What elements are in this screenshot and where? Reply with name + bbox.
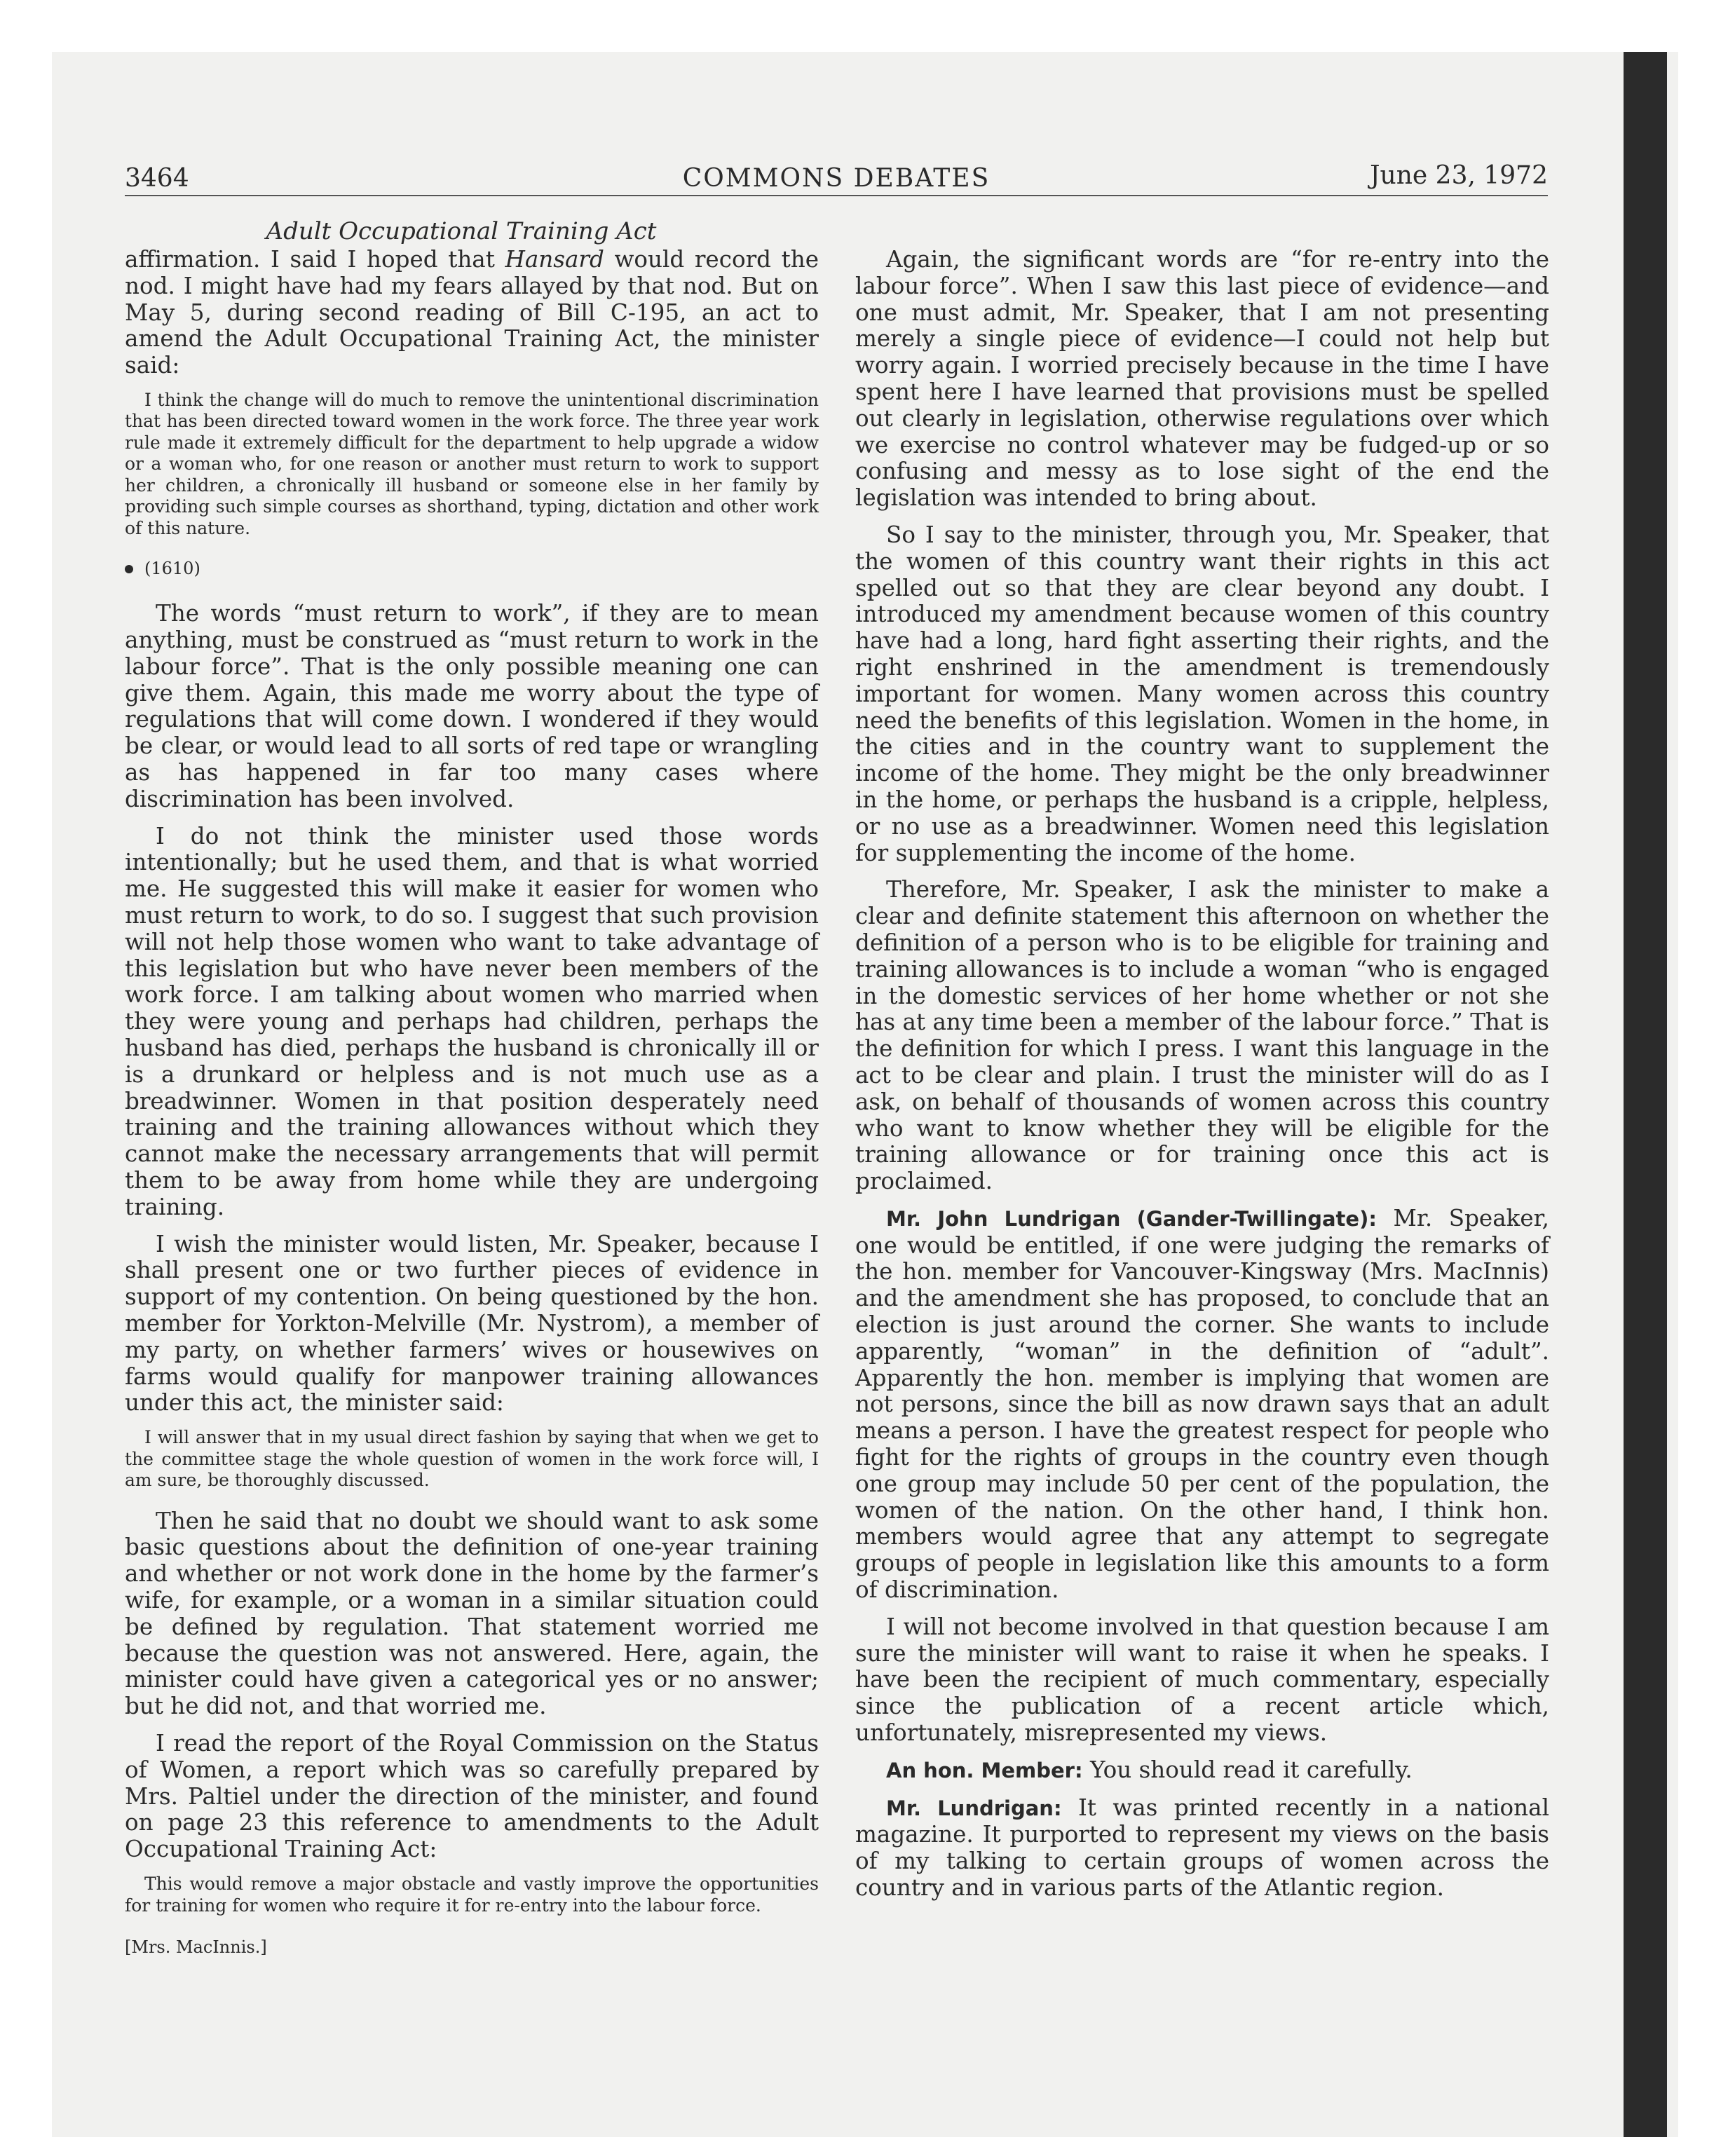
right-paragraph-6: An hon. Member: You should read it carefully. bbox=[886, 1756, 1413, 1783]
left-paragraph-6: I read the report of the Royal Commission on the Status of Women, a report which was so carefully prepared by Mrs. Paltiel under the direction of the minister, and found on page 23 this reference to amendments to the Adult Occupational Training Act: bbox=[125, 1730, 819, 1863]
bullet-icon bbox=[125, 565, 133, 573]
right-paragraph-7: Mr. Lundrigan: It was printed recently in a national magazine. It purported to represent my views on the basis of my talking to certain groups of women across the country and in various parts of the Atlantic region. bbox=[855, 1794, 1549, 1902]
quotation: I will answer that in my usual direct fashion by saying that when we get to the committee stage the whole question of women in the work force will, I am sure, be thoroughly discussed. bbox=[125, 1427, 819, 1491]
scan-edge-bar bbox=[1624, 52, 1667, 2137]
right-column bbox=[855, 247, 1549, 1912]
speaker-name: An hon. Member: bbox=[886, 1758, 1083, 1782]
right-paragraph-4: Mr. John Lundrigan (Gander-Twillingate): Mr. Speaker, one would be entitled, if one were judging the remarks of the hon. member for Vancouver-Kingsway (Mrs. MacInnis) and the amendment she has proposed, to conclude that an election is just around the corner. She wants to include apparently, “woman” in the definition of “adult”. Apparently the hon. member is implying that women are not persons, since the bill as now drawn says that an adult means a person. I have the greatest respect for people who fight for the rights of groups in the country even though one group may include 50 per cent of the population, the women of the nation. On the other hand, I think hon. members would agree that any attempt to segregate groups of people in legislation like this amounts to a form of discrimination. bbox=[855, 1204, 1550, 1604]
right-paragraph-5: I will not become involved in that question because I am sure the minister will want to raise it when he speaks. I have been the recipient of much commentary, especially since the publication of a recent article which, unfortunately, misrepresented my views. bbox=[855, 1613, 1549, 1747]
time-marker: (1610) bbox=[125, 556, 819, 582]
left-paragraph-3: I do not think the minister used those words intentionally; but he used them, and that is what worried me. He suggested this will make it easier for women who must return to work, to do so. I suggest that such provision will not help those women who want to take advantage of this legislation but who have never been members of the work force. I am talking about women who married when they were young and perhaps had children, perhaps the husband has died, perhaps the husband is chronically ill or is a drunkard or helpless and is not much use as a breadwinner. Women in that position desperately need training and the training allowances without which they cannot make the necessary arrangements that will permit them to be away from home while they are undergoing training. bbox=[125, 822, 819, 1220]
right-paragraph-2: So I say to the minister, through you, Mr. Speaker, that the women of this country want their rights in this act spelled out so that they are clear beyond any doubt. I introduced my amendment because women of this country have had a long, hard fight asserting their rights, and the right enshrined in the amendment is tremendously important for women. Many women across this country need the benefits of this legislation. Women in the home, in the cities and in the country want to supplement the income of the home. They might be the only breadwinner in the home, or perhaps the husband is a cripple, helpless, or no use as a breadwinner. Women need this legislation for supplementing the income of the home. bbox=[855, 521, 1549, 866]
left-column bbox=[125, 247, 819, 1961]
left-paragraph-1: affirmation. I said I hoped that Hansard would record the nod. I might have had my fears allayed by that nod. But on May 5, during second reading of Bill C-195, an act to amend the Adult Occupational Training Act, the minister said: bbox=[125, 246, 819, 379]
quotation: I think the change will do much to remove the unintentional discrimination that has been directed toward women in the work force. The three year work rule made it extremely difficult for the department to help upgrade a widow or a woman who, for one reason or another must return to work to support her children, a chronically ill husband or someone else in her family by providing such simple courses as shorthand, typing, dictation and other work of this nature. bbox=[125, 389, 819, 538]
page-header bbox=[125, 161, 1548, 196]
speaker-name: Mr. John Lundrigan (Gander-Twillingate): bbox=[886, 1206, 1377, 1231]
section-title: Adult Occupational Training Act bbox=[266, 217, 657, 245]
right-paragraph-3: Therefore, Mr. Speaker, I ask the minister to make a clear and definite statement this afternoon on whether the definition of a person who is to be eligible for training and training allowances is to include a woman “who is engaged in the domestic services of her home whether or not she has at any time been a member of the labour force.” That is the definition for which I press. I want this language in the act to be clear and plain. I trust the minister will do as I ask, on behalf of thousands of women across this country who want to know whether they will be eligible for the training allowance or for training once this act is proclaimed. bbox=[855, 876, 1549, 1195]
hansard-italic: Hansard bbox=[505, 246, 604, 273]
right-paragraph-1: Again, the significant words are “for re-entry into the labour force”. When I saw this last piece of evidence—and one must admit, Mr. Speaker, that I am not presenting merely a single piece of evidence—I could not help but worry again. I worried precisely because in the time I have spent here I have learned that provisions must be spelled out clearly in legislation, otherwise regulations over which we exercise no control whatever may be fudged-up or so confusing and messy as to lose sight of the end the legislation was intended to bring about. bbox=[855, 246, 1549, 512]
speaker-name: Mr. Lundrigan: bbox=[886, 1796, 1062, 1820]
speaker-attribution: [Mrs. MacInnis.] bbox=[125, 1937, 267, 1958]
running-title: COMMONS DEBATES bbox=[682, 164, 991, 193]
left-paragraph-4: I wish the minister would listen, Mr. Speaker, because I shall present one or two further pieces of evidence in support of my contention. On being questioned by the hon. member for Yorkton-Melville (Mr. Nystrom), a member of my party, on whether farmers’ wives or housewives on farms would qualify for manpower training allowances under this act, the minister said: bbox=[125, 1230, 819, 1417]
page-number: 3464 bbox=[125, 164, 189, 193]
left-paragraph-5: Then he said that no doubt we should want to ask some basic questions about the definition of one-year training and whether or not work done in the home by the farmer’s wife, for example, or a woman in a similar situation could be defined by regulation. That statement worried me because the question was not answered. Here, again, the minister could have given a categorical yes or no answer; but he did not, and that worried me. bbox=[125, 1507, 819, 1720]
quotation: This would remove a major obstacle and vastly improve the opportunities for training for women who require it for re-entry into the labour force. bbox=[125, 1874, 819, 1916]
page-date: June 23, 1972 bbox=[1370, 161, 1548, 190]
left-paragraph-2: The words “must return to work”, if they are to mean anything, must be construed as “must return to work in the labour force”. That is the only possible meaning one can give them. Again, this made me worry about the type of regulations that will come down. I wondered if they would be clear, or would lead to all sorts of red tape or wrangling as has happened in far too many cases where discrimination has been involved. bbox=[125, 600, 819, 812]
